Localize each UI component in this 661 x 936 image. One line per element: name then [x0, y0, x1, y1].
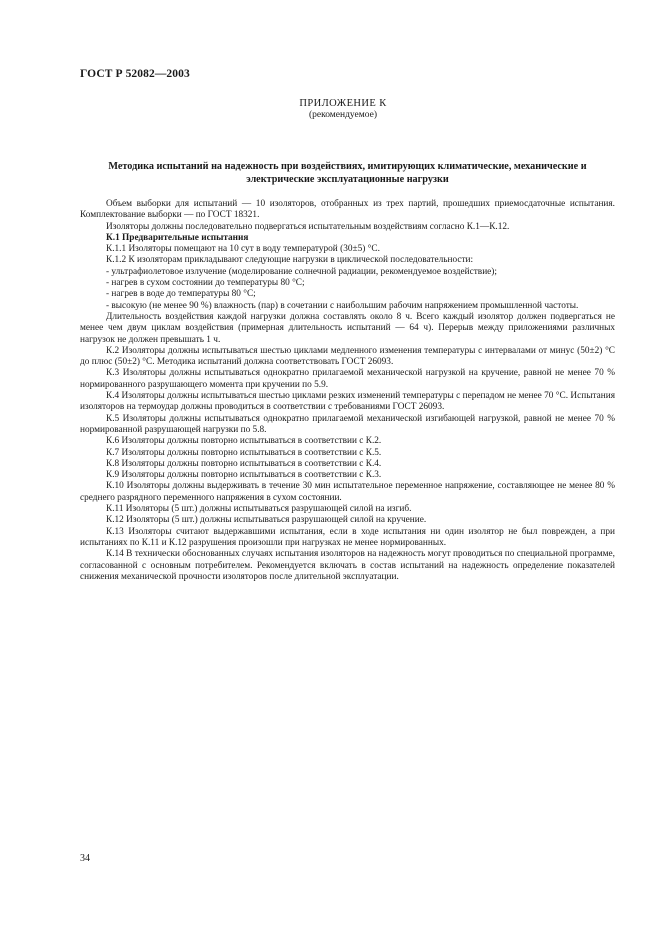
paragraph: К.12 Изоляторы (5 шт.) должны испытываться разрушающей силой на кручение.: [106, 515, 427, 526]
appendix-subtitle: (рекомендуемое): [308, 110, 378, 120]
document-code: ГОСТ Р 52082—2003: [80, 68, 190, 80]
paragraph: К.4 Изоляторы должны испытываться шестью циклами резких изменений температуры с перепадом не менее 70 °С. Испытания изоляторов на термоудар должны проводиться в соответствии с требованиями ГОСТ 26093.: [80, 391, 615, 413]
paragraph: К.7 Изоляторы должны повторно испытываться в соответствии с К.5.: [106, 447, 382, 458]
list-item: - ультрафиолетовое излучение (моделирование солнечной радиации, рекомендуемое воздействие);: [106, 266, 497, 277]
list-item: - нагрев в сухом состоянии до температуры 80 °С;: [106, 278, 305, 289]
page-number: 34: [80, 853, 90, 864]
paragraph: К.10 Изоляторы должны выдерживать в течение 30 мин испытательное переменное напряжение, составляющее не менее 80 % среднего разрядного переменного напряжения в сухом состоянии.: [80, 481, 615, 503]
paragraph: К.2 Изоляторы должны испытываться шестью циклами медленного изменения температуры с интервалами от минус (50±2) °С до плюс (50±2) °С. Методика испытаний должна соответствовать ГОСТ 26093.: [80, 345, 615, 368]
paragraph: К.5 Изоляторы должны испытываться однократно прилагаемой механической изгибающей нагрузкой, равной не менее 70 % нормированной разрушающей нагрузки по 5.8.: [80, 413, 615, 435]
subsection-heading: К.1 Предварительные испытания: [106, 232, 249, 243]
paragraph: К.9 Изоляторы должны повторно испытываться в соответствии с К.3.: [106, 470, 382, 481]
paragraph: К.11 Изоляторы (5 шт.) должны испытываться разрушающей силой на изгиб.: [106, 504, 412, 515]
list-item: - высокую (не менее 90 %) влажность (пар) в сочетании с наибольшим рабочим напряжением промышленной частоты.: [106, 300, 579, 311]
appendix-title: ПРИЛОЖЕНИЕ К: [299, 98, 387, 109]
paragraph: К.13 Изоляторы считают выдержавшими испытания, если в ходе испытания ни один изолятор не был поврежден, а при испытаниях по К.11 и К.12 разрушения произошли при нагрузках не менее нормированных.: [80, 526, 615, 548]
paragraph: К.1.1 Изоляторы помещают на 10 сут в воду температурой (30±5) °С.: [106, 244, 380, 255]
paragraph: Длительность воздействия каждой нагрузки должна составлять около 8 ч. Всего каждый изолятор должен подвергаться не менее чем двум циклам воздействия (примерная длительность испытаний — 64 ч). Перерыв между приложениями различных нагрузок не должен превышать 1 ч.: [80, 311, 615, 345]
paragraph: К.3 Изоляторы должны испытываться однократно прилагаемой механической нагрузкой на кручение, равной не менее 70 % нормированного разрушающего момента при кручении по 5.9.: [80, 368, 615, 390]
paragraph: К.1.2 К изоляторам прикладывают следующие нагрузки в циклической последовательности:: [106, 255, 474, 266]
document-body: [80, 199, 615, 583]
list-item: - нагрев в воде до температуры 80 °С;: [106, 289, 256, 300]
section-title: Методика испытаний на надежность при воздействиях, имитирующих климатические, механические и электрические эксплуатационные нагрузки: [108, 161, 587, 185]
paragraph: К.8 Изоляторы должны повторно испытываться в соответствии с К.4.: [106, 458, 382, 469]
paragraph: Объем выборки для испытаний — 10 изоляторов, отобранных из трех партий, прошедших приемосдаточные испытания. Комплектование выборки — по ГОСТ 18321.: [80, 199, 615, 221]
paragraph: К.6 Изоляторы должны повторно испытываться в соответствии с К.2.: [106, 436, 382, 447]
paragraph: Изоляторы должны последовательно подвергаться испытательным воздействиям согласно К.1—К.12.: [106, 221, 510, 232]
paragraph: К.14 В технически обоснованных случаях испытания изоляторов на надежность могут проводиться по специальной программе, согласованной с основным потребителем. Рекомендуется включать в состав испытаний на надежность определение показателей снижения механической прочности изоляторов после длительной эксплуатации.: [80, 549, 615, 582]
